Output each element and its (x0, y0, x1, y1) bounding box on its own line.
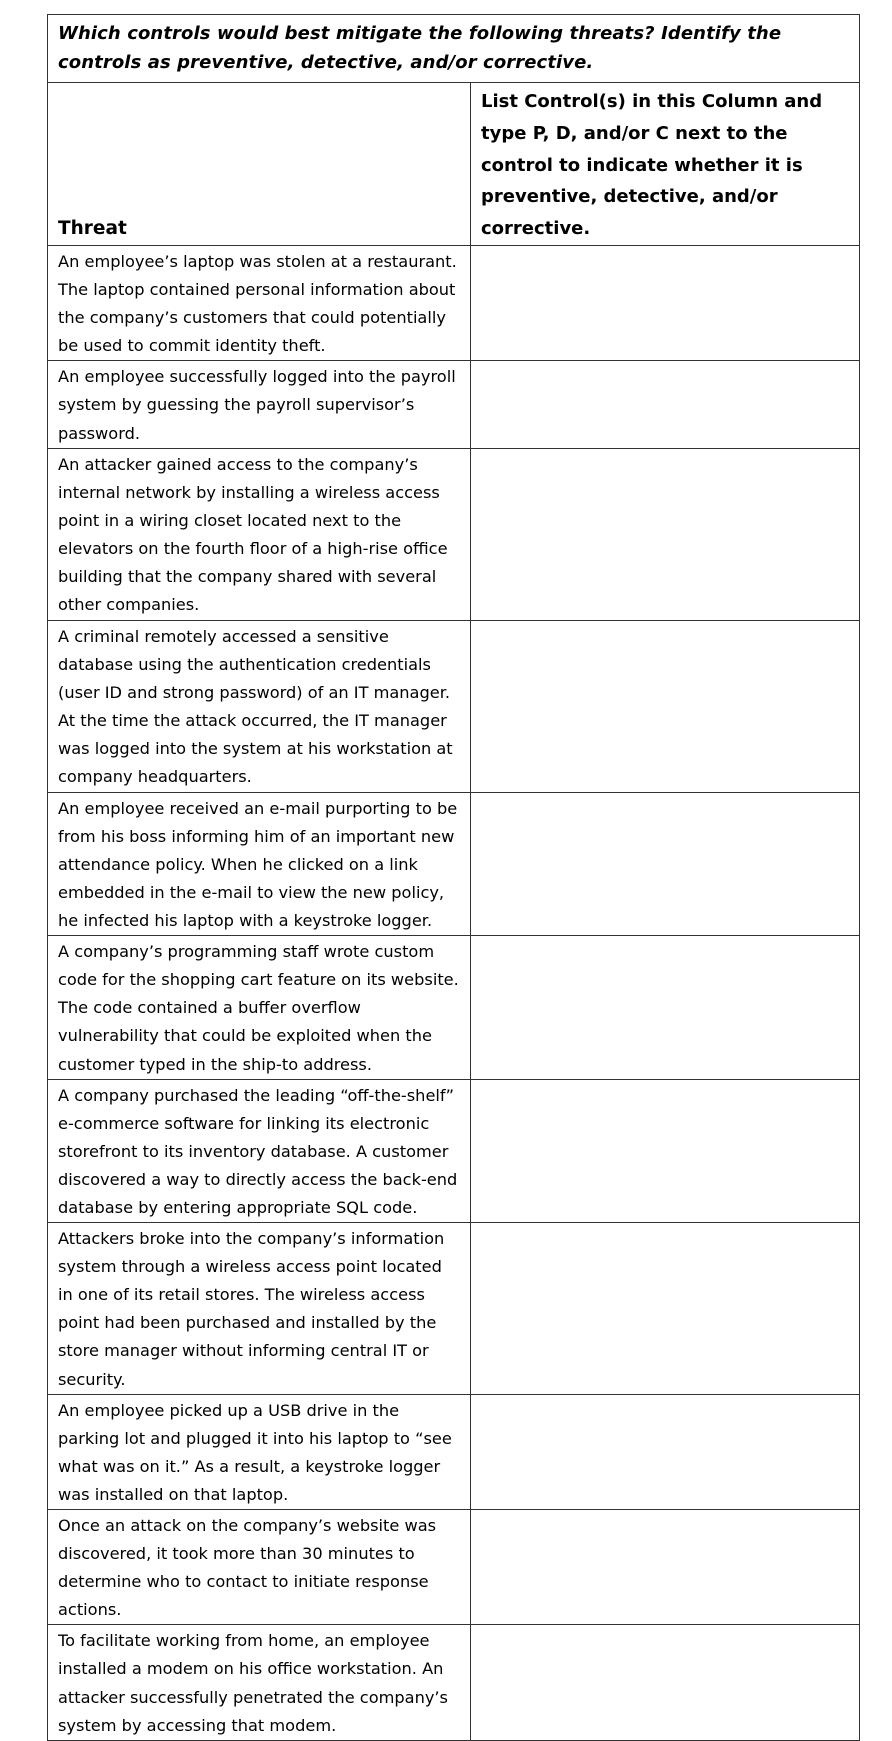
table-row (48, 1079, 860, 1222)
table-row (48, 1510, 860, 1625)
threat-cell: A company’s programming staff wrote custom code for the shopping cart feature on its website. The code contained a buffer overflow vulnerability that could be exploited when the customer typed in the ship-to address. (48, 936, 471, 1079)
threat-column-header: Threat (48, 83, 471, 246)
control-answer-cell[interactable] (471, 620, 860, 792)
threat-cell: To facilitate working from home, an employee installed a modem on his office workstation. An attacker successfully penetrated the company’s system by accessing that modem. (48, 1625, 471, 1740)
threat-cell: An employee’s laptop was stolen at a restaurant. The laptop contained personal information about the company’s customers that could potentially be used to commit identity theft. (48, 246, 471, 361)
table-row (48, 936, 860, 1079)
table-row (48, 1394, 860, 1509)
table-row (48, 1223, 860, 1395)
worksheet (47, 14, 859, 1741)
control-answer-cell[interactable] (471, 1625, 860, 1740)
threat-controls-table (47, 14, 860, 1741)
control-answer-cell[interactable] (471, 1394, 860, 1509)
controls-column-header: List Control(s) in this Column and type P, D, and/or C next to the control to indicate whether it is preventive, detective, and/or corrective. (471, 83, 860, 246)
threat-cell: A company purchased the leading “off-the-shelf” e-commerce software for linking its electronic storefront to its inventory database. A customer discovered a way to directly access the back-end database by entering appropriate SQL code. (48, 1079, 471, 1222)
threat-cell: An employee received an e-mail purporting to be from his boss informing him of an important new attendance policy. When he clicked on a link embedded in the e-mail to view the new policy, he infected his laptop with a keystroke logger. (48, 792, 471, 935)
control-answer-cell[interactable] (471, 936, 860, 1079)
prompt-row (48, 15, 860, 83)
control-answer-cell[interactable] (471, 1223, 860, 1395)
threat-cell: Once an attack on the company’s website was discovered, it took more than 30 minutes to determine who to contact to initiate response actions. (48, 1510, 471, 1625)
control-answer-cell[interactable] (471, 361, 860, 448)
control-answer-cell[interactable] (471, 448, 860, 620)
table-row (48, 620, 860, 792)
control-answer-cell[interactable] (471, 1079, 860, 1222)
table-row (48, 1625, 860, 1740)
threat-cell: An employee successfully logged into the payroll system by guessing the payroll supervisor’s password. (48, 361, 471, 448)
threat-cell: An employee picked up a USB drive in the parking lot and plugged it into his laptop to “see what was on it.” As a result, a keystroke logger was installed on that laptop. (48, 1394, 471, 1509)
threat-cell: A criminal remotely accessed a sensitive database using the authentication credentials (user ID and strong password) of an IT manager. At the time the attack occurred, the IT manager was logged into the system at his workstation at company headquarters. (48, 620, 471, 792)
table-row (48, 246, 860, 361)
threat-cell: An attacker gained access to the company’s internal network by installing a wireless access point in a wiring closet located next to the elevators on the fourth floor of a high-rise office building that the company shared with several other companies. (48, 448, 471, 620)
threat-cell: Attackers broke into the company’s information system through a wireless access point located in one of its retail stores. The wireless access point had been purchased and installed by the store manager without informing central IT or security. (48, 1223, 471, 1395)
table-row (48, 448, 860, 620)
header-row (48, 83, 860, 246)
question-prompt: Which controls would best mitigate the following threats? Identify the controls as preventive, detective, and/or corrective. (48, 15, 860, 83)
table-row (48, 792, 860, 935)
control-answer-cell[interactable] (471, 792, 860, 935)
control-answer-cell[interactable] (471, 1510, 860, 1625)
control-answer-cell[interactable] (471, 246, 860, 361)
table-row (48, 361, 860, 448)
